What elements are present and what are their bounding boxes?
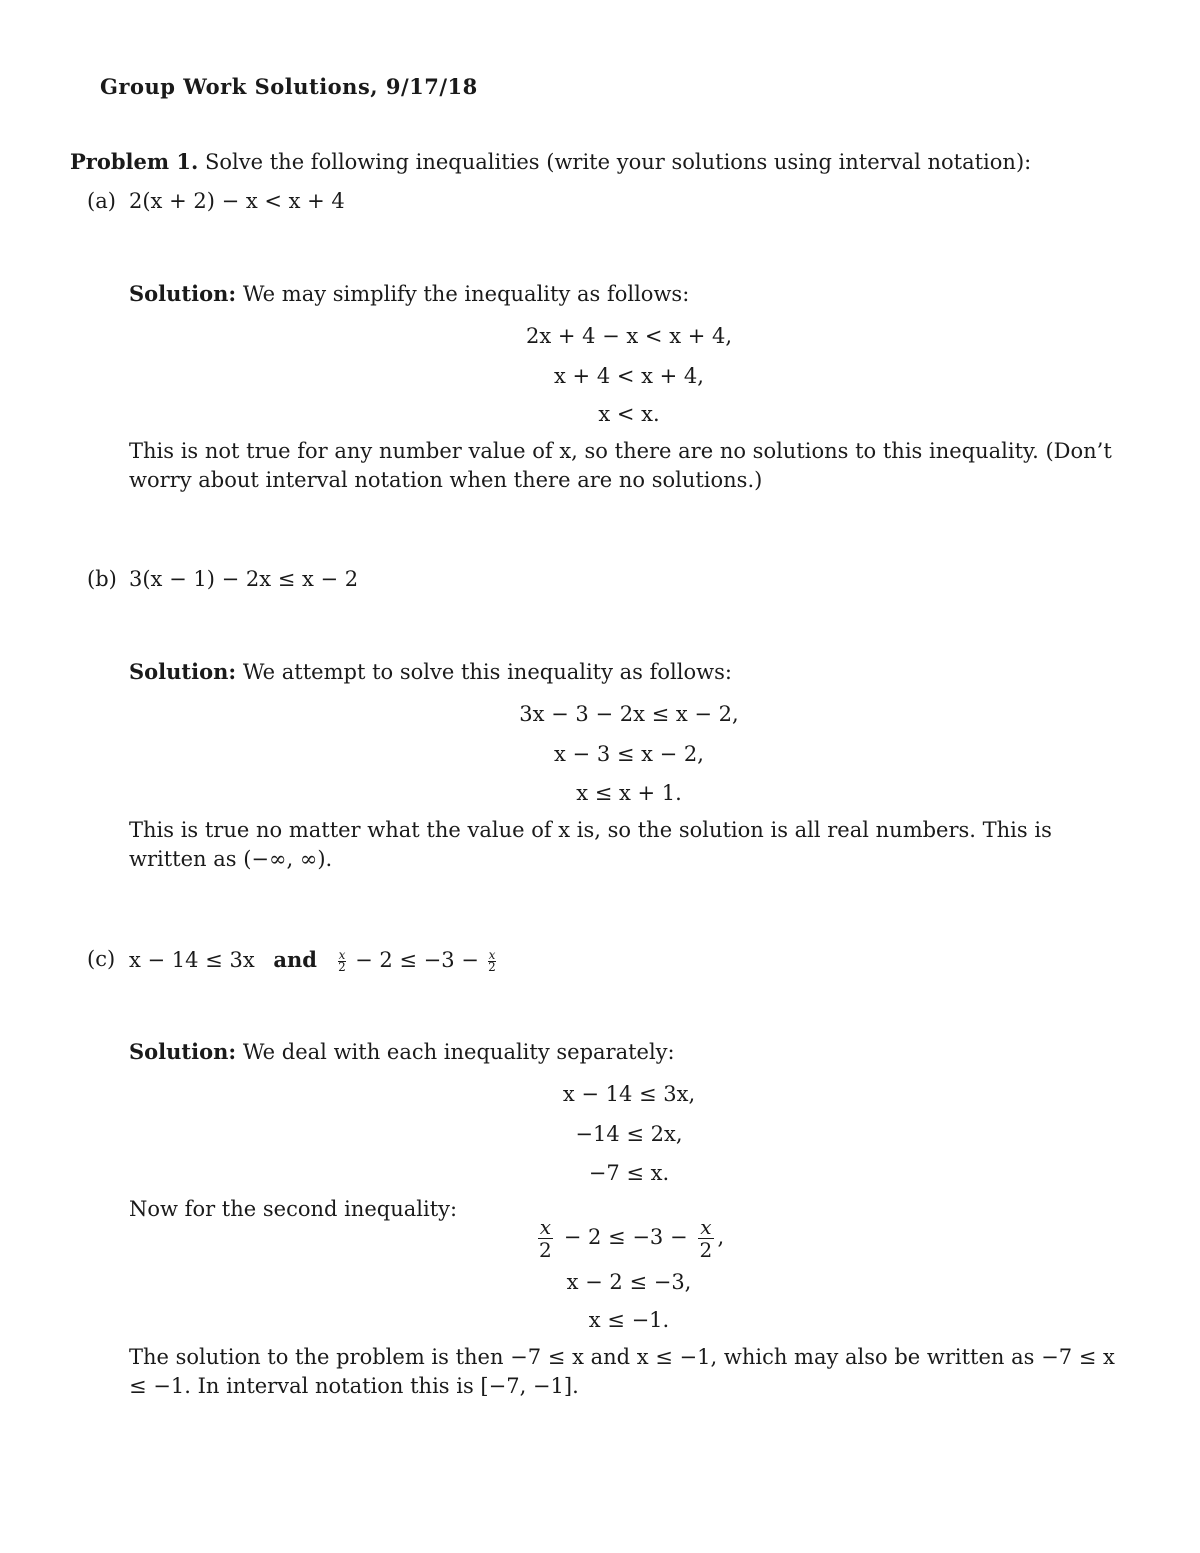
equation-line: x − 14 ≤ 3x, <box>562 1082 696 1106</box>
and-word: and <box>273 947 317 972</box>
fraction <box>538 1216 553 1261</box>
part-c-conclusion: The solution to the problem is then −7 ≤ x and x ≤ −1, which may also be written as −7 ≤ x ≤ −1. In interval notation this is [−7, −1]. <box>129 1345 1115 1398</box>
equation-line: −7 ≤ x. <box>588 1161 670 1185</box>
statement-right-mid: − 2 ≤ −3 − <box>355 948 479 972</box>
denominator: 2 <box>699 1238 713 1262</box>
equation-line: x + 4 < x + 4, <box>554 364 704 388</box>
part-b-conclusion: This is true no matter what the value of x is, so the solution is all real numbers. This is written as (−∞, ∞). <box>129 818 1052 871</box>
equation-line: x − 2 ≤ −3, <box>566 1270 692 1294</box>
solution-intro: We attempt to solve this inequality as follows: <box>242 660 732 684</box>
equation-line: x ≤ x + 1. <box>576 781 682 805</box>
part-c-label: (c) <box>87 947 116 971</box>
equation-line: x − 3 ≤ x − 2, <box>554 742 704 766</box>
equation-line-fraction <box>0 1216 1200 1261</box>
solution-intro: We may simplify the inequality as follows: <box>242 282 690 306</box>
part-b-label: (b) <box>87 567 117 591</box>
part-c-statement <box>129 947 498 973</box>
solution-intro: We deal with each inequality separately: <box>242 1040 675 1064</box>
equation-line: 2x + 4 − x < x + 4, <box>525 324 733 348</box>
denominator: 2 <box>488 960 496 974</box>
solution-label: Solution: <box>129 659 237 684</box>
part-a-label: (a) <box>87 189 116 213</box>
denominator: 2 <box>539 1238 552 1262</box>
equation-line: 3x − 3 − 2x ≤ x − 2, <box>519 702 739 726</box>
statement-left: x − 14 ≤ 3x <box>129 948 255 972</box>
numerator: x <box>539 1215 552 1239</box>
numerator: x <box>488 948 496 962</box>
numerator: x <box>700 1215 712 1239</box>
fraction <box>488 950 497 973</box>
solution-label: Solution: <box>129 281 237 306</box>
denominator: 2 <box>338 960 346 974</box>
equation-mid: − 2 ≤ −3 − <box>563 1225 688 1249</box>
fraction <box>698 1216 713 1261</box>
problem-heading <box>70 149 1031 174</box>
fraction <box>338 950 347 973</box>
equation-line: −14 ≤ 2x, <box>575 1122 683 1146</box>
part-b-statement: 3(x − 1) − 2x ≤ x − 2 <box>129 567 359 591</box>
numerator: x <box>338 948 346 962</box>
equation-tail: , <box>717 1225 725 1249</box>
second-inequality-intro: Now for the second inequality: <box>129 1197 458 1221</box>
part-b-solution <box>129 659 732 684</box>
problem-label: Problem 1. <box>70 149 199 174</box>
equation-line: x ≤ −1. <box>588 1308 670 1332</box>
page-title: Group Work Solutions, 9/17/18 <box>100 74 478 99</box>
part-c-solution <box>129 1039 675 1064</box>
part-a-statement: 2(x + 2) − x < x + 4 <box>129 189 345 213</box>
part-a-solution <box>129 281 689 306</box>
part-a-conclusion: This is not true for any number value of x, so there are no solutions to this inequality. (Don’t worry about interval notation when there are no solutions.) <box>129 439 1112 492</box>
solution-label: Solution: <box>129 1039 237 1064</box>
problem-text: Solve the following inequalities (write your solutions using interval notation): <box>205 150 1032 174</box>
equation-line: x < x. <box>598 402 660 426</box>
